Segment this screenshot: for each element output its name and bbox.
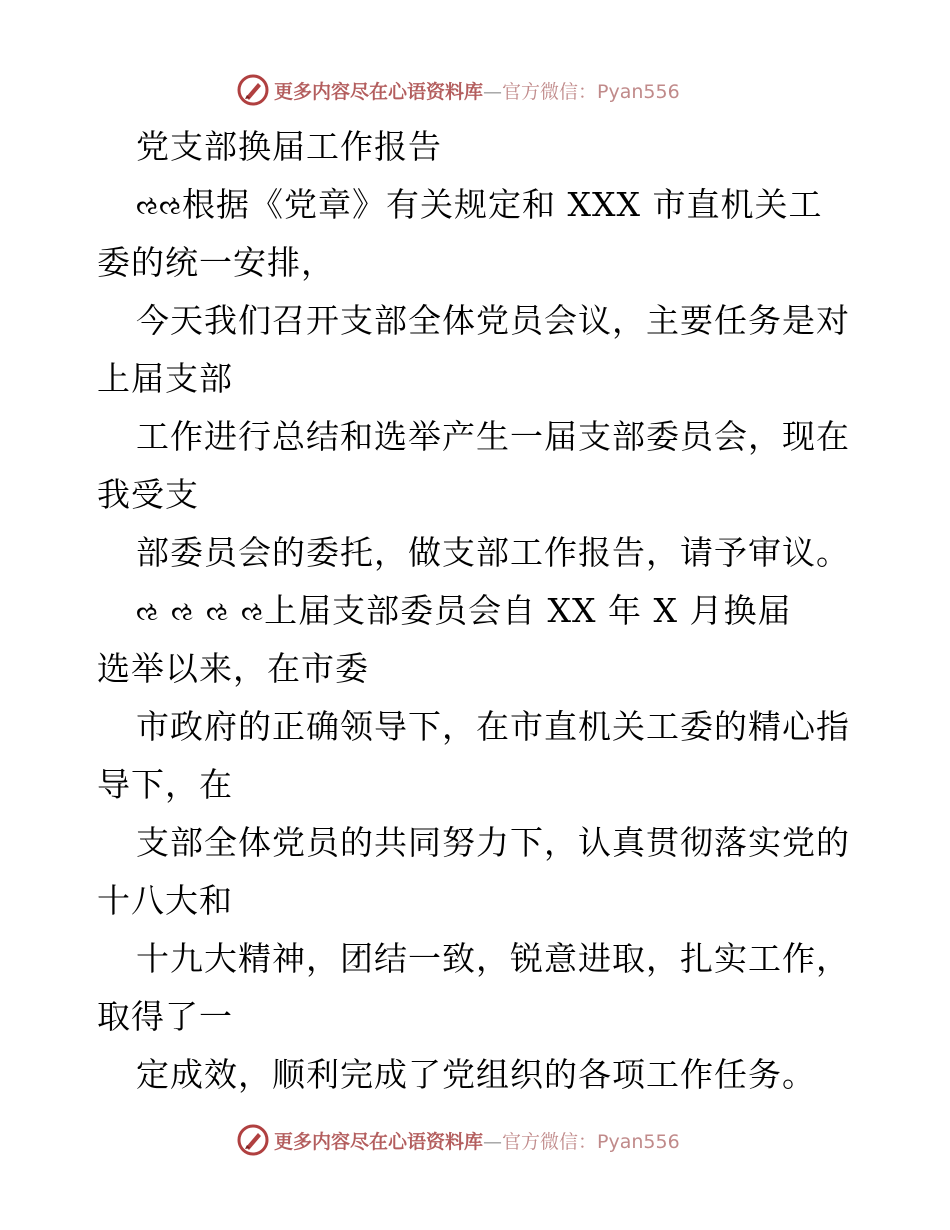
paragraph-line: 委的统一安排， xyxy=(97,243,335,282)
document-title: 党支部换届工作报告 xyxy=(136,127,442,166)
banner-separator: — xyxy=(483,80,503,103)
paragraph-line: 今天我们召开支部全体党员会议，主要任务是对 xyxy=(136,301,850,340)
ornament-icon: ઌ xyxy=(136,597,160,627)
paragraph-line xyxy=(97,176,857,234)
banner-text xyxy=(274,77,680,104)
document-body xyxy=(97,118,857,1104)
logo-pen-icon xyxy=(236,1123,270,1157)
ornament-icon: ઌ xyxy=(206,597,230,627)
banner-lead: 更多内容尽在心语资料库 xyxy=(274,1130,484,1153)
paragraph-line: 支部全体党员的共同努力下，认真贯彻落实党的 xyxy=(136,823,850,862)
paragraph-line xyxy=(97,582,857,640)
paragraph-line: 工作进行总结和选举产生一届支部委员会，现在 xyxy=(136,417,850,456)
banner-text xyxy=(274,1127,680,1154)
footer-banner xyxy=(236,1122,680,1158)
ornament-icon: ઌ xyxy=(159,191,183,221)
line-text: 根据《党章》有关规定和 XXX 市直机关工 xyxy=(182,185,823,224)
paragraph-line: 选举以来，在市委 xyxy=(97,649,369,688)
paragraph-line: 我受支 xyxy=(97,475,199,514)
paragraph-line: 十八大和 xyxy=(97,881,233,920)
ornament-icon: ઌ xyxy=(171,597,195,627)
header-banner xyxy=(236,72,680,108)
banner-tail: 官方微信：Pyan556 xyxy=(502,80,680,103)
paragraph-line: 上届支部 xyxy=(97,359,233,398)
ornament-icon: ઌ xyxy=(241,597,265,627)
paragraph-line: 导下，在 xyxy=(97,765,233,804)
banner-tail: 官方微信：Pyan556 xyxy=(502,1130,680,1153)
banner-separator: — xyxy=(483,1130,503,1153)
paragraph-line: 部委员会的委托，做支部工作报告，请予审议。 xyxy=(136,533,850,572)
paragraph-line: 市政府的正确领导下，在市直机关工委的精心指 xyxy=(136,707,850,746)
logo-pen-icon xyxy=(236,73,270,107)
ornament-icon: ઌ xyxy=(136,191,160,221)
paragraph-line: 取得了一 xyxy=(97,997,233,1036)
banner-lead: 更多内容尽在心语资料库 xyxy=(274,80,484,103)
paragraph-line: 定成效，顺利完成了党组织的各项工作任务。 xyxy=(136,1055,816,1094)
line-text: 上届支部委员会自 XX 年 X 月换届 xyxy=(264,591,792,630)
paragraph-line: 十九大精神，团结一致，锐意进取，扎实工作， xyxy=(136,939,850,978)
